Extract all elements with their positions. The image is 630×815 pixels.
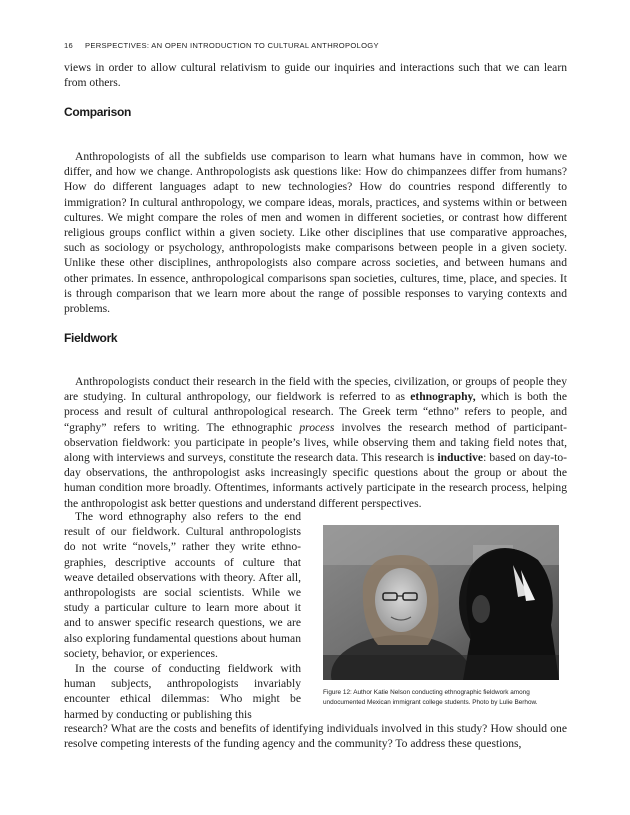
figure-caption: Figure 12: Author Katie Nelson conducting ethnographic fieldwork among undocumented Mexican immigrant college students. Photo by Lulie Berhow. [323,689,538,706]
intro-continuation: views in order to allow cultural relativism to guide our inquiries and interactions such that we can learn from others. [64,61,567,90]
comparison-heading: Comparison [64,105,132,119]
fieldwork-paragraph-3-continuation: research? What are the costs and benefits of identifying individuals involved in this study? How should one resolve competing interests of the funding agency and the community? To address these questions, [64,722,567,751]
fieldwork-photo [323,525,559,680]
fieldwork-photo-image [323,525,559,680]
running-head [64,41,379,50]
fieldwork-paragraph-1: Anthropologists conduct their research in the field with the species, civilization, or groups of people they are studying. In cultural anthropology, our fieldwork is referred to as ethnography, which is both the process and result of cultural anthropological research. The Greek term “ethno” refers to people, and “graphy” refers to writing. The ethnographic process involves the research method of participant-observation fieldwork: you participate in people’s lives, while observing them and taking field notes that, along with interviews and surveys, constitute the research data. This research is inductive: based on day-to-day observations, the anthropologist asks increasingly specific questions about the group or about the human condition more broadly. Oftentimes, informants actively participate in the research process, helping the anthropologist ask better questions and understand different perspectives. [64,375,568,510]
book-title: PERSPECTIVES: AN OPEN INTRODUCTION TO CULTURAL ANTHROPOLOGY [85,41,379,50]
fieldwork-paragraph-2: The word ethnography also refers to the end result of our fieldwork. Cultural anthropologists do not write “novels,” rather they write ethnographies, descriptive accounts of culture that weave detailed observations with theory. After all, anthropologists are social scientists. While we study a particular culture to learn more about it and to answer specific research questions, we are also exploring fundamental questions about human society, behavior, or experiences. [64,510,301,660]
fieldwork-paragraph-3-start: In the course of conducting fieldwork with human subjects, anthropologists invariably encounter ethical dilemmas: Who might be harmed by conducting or publishing this [64,662,301,721]
term-ethnography: ethnography, [410,390,476,404]
page-number: 16 [64,41,74,50]
fieldwork-heading: Fieldwork [64,331,118,345]
term-inductive: inductive [437,451,484,465]
comparison-paragraph: Anthropologists of all the subfields use comparison to learn what humans have in common, how we differ, and how we change. Anthropologists ask questions like: How do chimpanzees differ from humans? How do different languages adapt to new technologies? How do countries respond differently to immigration? In cultural anthropology, we compare ideas, morals, practices, and systems within or between cultures. We might compare the roles of men and women in different societies, or contrast how different religious groups conflict within a given society. Like other disciplines that use comparative approaches, such as sociology or psychology, anthropologists make comparisons between people in a given society. Unlike these other disciplines, anthropologists also compare across societies, and between humans and other primates. In essence, anthropological comparisons span societies, cultures, time, place, and species. It is through comparison that we learn more about the range of possible responses to varying contexts and problems. [64,150,567,316]
term-process: process [299,420,335,434]
